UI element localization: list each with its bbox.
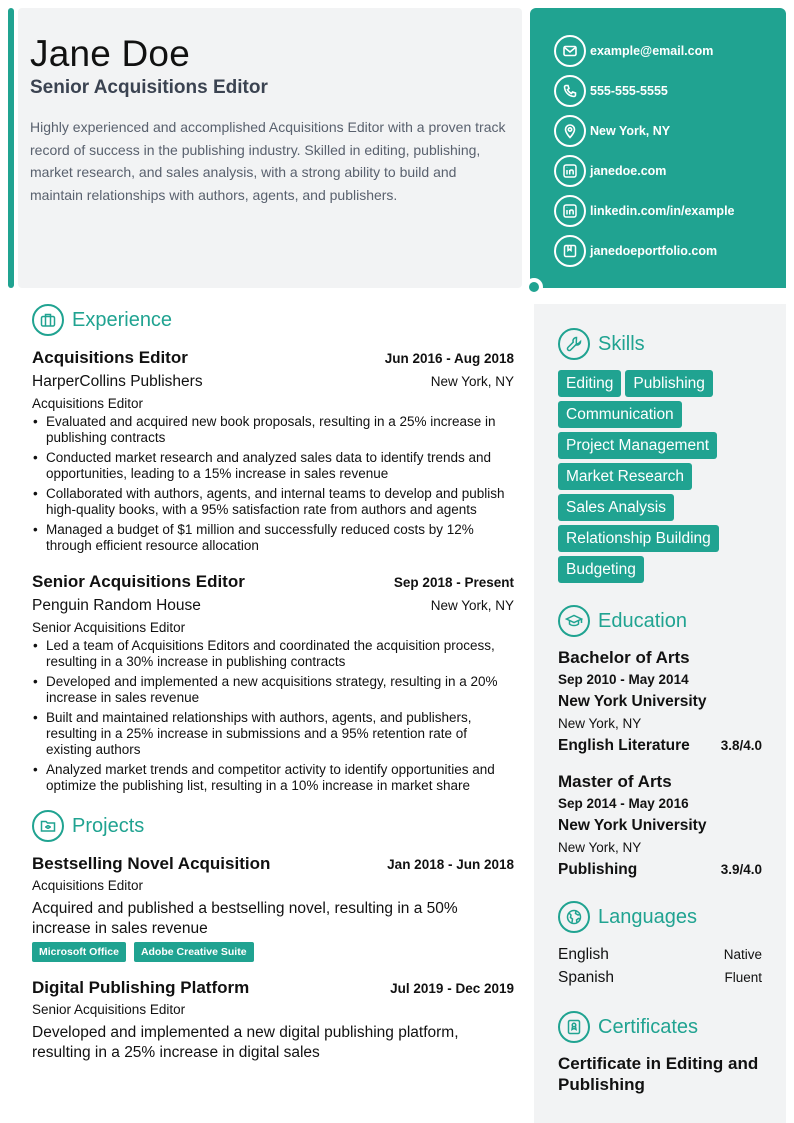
languages-section <box>558 901 762 989</box>
education-section <box>558 605 762 881</box>
skills-section <box>558 328 762 583</box>
project-entry <box>32 852 514 962</box>
language-level: Native <box>723 947 762 962</box>
education-entry <box>558 771 762 881</box>
edu-school: New York University <box>558 693 707 710</box>
edu-field: English Literature <box>558 737 690 754</box>
main-column <box>32 304 514 1078</box>
contact-phone-text: 555-555-5555 <box>590 84 668 98</box>
contact-linkedin[interactable] <box>554 191 786 231</box>
bullet-item: • Conducted market research and analyzed sales data to identify trends and opportunities, leading to a 15% increase in sales revenue <box>32 450 514 482</box>
wrench-icon <box>558 328 590 360</box>
experience-title: Experience <box>72 308 173 331</box>
bullet-item: • Evaluated and acquired new book proposals, resulting in a 25% increase in publishing contracts <box>32 414 514 446</box>
experience-entry <box>32 570 514 794</box>
education-title: Education <box>598 609 687 632</box>
languages-title: Languages <box>598 905 697 928</box>
bullet-item: • Analyzed market trends and competitor activity to identify opportunities and optimize the publishing list, resulting in a 10% increase in market share <box>32 762 514 794</box>
project-description: Developed and implemented a new digital publishing platform, resulting in a 25% increase in digital sales <box>32 1024 459 1061</box>
header-accent-bar <box>8 8 14 288</box>
edu-gpa: 3.9/4.0 <box>720 862 762 877</box>
bullet-item: • Built and maintained relationships with authors, agents, and publishers, resulting in a 25% increase in submissions and a 95% retention rate of existing authors <box>32 710 514 758</box>
candidate-title: Senior Acquisitions Editor <box>30 77 268 98</box>
project-date: Jan 2018 - Jun 2018 <box>387 857 514 872</box>
job-bullets <box>32 414 514 554</box>
linkedin-icon <box>554 155 586 187</box>
portfolio-icon <box>554 235 586 267</box>
bullet-item: • Developed and implemented a new acquisitions strategy, resulting in a 20% increase in sales revenue <box>32 674 514 706</box>
certificate-item: Certificate in Editing and Publishing <box>558 1054 759 1094</box>
bullet-item: • Collaborated with authors, agents, and internal teams to develop and publish high-quality books, with a 95% satisfaction rate from authors and agents <box>32 486 514 518</box>
bullet-item: • Led a team of Acquisitions Editors and coordinated the acquisition process, resulting in a 30% increase in publishing contracts <box>32 638 514 670</box>
certificate-icon <box>558 1011 590 1043</box>
language-level: Fluent <box>724 970 762 985</box>
skill-badge: Sales Analysis <box>558 494 674 521</box>
skill-badge: Market Research <box>558 463 692 490</box>
contact-email-text: example@email.com <box>590 44 714 58</box>
skill-badge: Communication <box>558 401 682 428</box>
summary: Highly experienced and accomplished Acquisitions Editor with a proven track record of success in the publishing industry. Skilled in editing, publishing, market research, and sales analysis, with a strong ability to build and maintain relationships with authors, agents, and publishers. <box>30 119 506 203</box>
job-date: Jun 2016 - Aug 2018 <box>384 351 514 366</box>
projects-title: Projects <box>72 814 145 837</box>
edu-gpa: 3.8/4.0 <box>720 738 762 753</box>
contact-email[interactable] <box>554 31 786 71</box>
education-heading <box>558 605 762 637</box>
contact-portfolio-text: janedoeportfolio.com <box>590 244 718 258</box>
job-date: Sep 2018 - Present <box>393 575 514 590</box>
contact-location <box>554 111 786 151</box>
graduation-cap-icon <box>558 605 590 637</box>
job-company: Penguin Random House <box>32 597 201 614</box>
skill-badge: Editing <box>558 370 621 397</box>
project-role: Acquisitions Editor <box>32 878 144 893</box>
project-tags <box>32 942 514 962</box>
skill-badge: Budgeting <box>558 556 644 583</box>
contact-linkedin-text: linkedin.com/in/example <box>590 204 735 218</box>
job-location: New York, NY <box>430 374 514 389</box>
projects-heading <box>32 810 514 842</box>
experience-heading <box>32 304 514 336</box>
contact-location-text: New York, NY <box>590 124 671 138</box>
languages-heading <box>558 901 762 933</box>
contact-website[interactable] <box>554 151 786 191</box>
job-role: Acquisitions Editor <box>32 396 144 411</box>
skills-title: Skills <box>598 332 645 355</box>
header <box>18 8 522 288</box>
edu-school: New York University <box>558 817 707 834</box>
edu-location: New York, NY <box>558 840 642 855</box>
skill-badge: Relationship Building <box>558 525 719 552</box>
contact-panel <box>530 8 786 288</box>
project-description: Acquired and published a bestselling novel, resulting in a 50% increase in sales revenue <box>32 900 458 937</box>
job-title: Acquisitions Editor <box>32 348 188 367</box>
project-title: Bestselling Novel Acquisition <box>32 854 271 873</box>
linkedin-icon <box>554 195 586 227</box>
project-tag: Adobe Creative Suite <box>134 942 254 962</box>
experience-entry <box>32 346 514 554</box>
edu-date: Sep 2010 - May 2014 <box>558 672 689 687</box>
location-icon <box>554 115 586 147</box>
contact-website-text: janedoe.com <box>590 164 667 178</box>
language-row <box>558 943 762 966</box>
email-icon <box>554 35 586 67</box>
skill-badge: Project Management <box>558 432 717 459</box>
edu-degree: Bachelor of Arts <box>558 648 690 667</box>
job-role: Senior Acquisitions Editor <box>32 620 186 635</box>
folder-icon <box>32 810 64 842</box>
project-role: Senior Acquisitions Editor <box>32 1002 186 1017</box>
contact-portfolio[interactable] <box>554 231 786 271</box>
edu-date: Sep 2014 - May 2016 <box>558 796 689 811</box>
skills-heading <box>558 328 762 360</box>
language-name: Spanish <box>558 969 615 986</box>
candidate-name: Jane Doe <box>30 33 190 74</box>
job-title: Senior Acquisitions Editor <box>32 572 245 591</box>
language-row <box>558 966 762 989</box>
edu-location: New York, NY <box>558 716 642 731</box>
job-location: New York, NY <box>430 598 514 613</box>
education-entry <box>558 647 762 757</box>
contact-phone[interactable] <box>554 71 786 111</box>
phone-icon <box>554 75 586 107</box>
globe-icon <box>558 901 590 933</box>
bullet-item: • Managed a budget of $1 million and successfully reduced costs by 12% through efficient resource allocation <box>32 522 514 554</box>
timeline-dot <box>525 278 543 296</box>
project-title: Digital Publishing Platform <box>32 978 250 997</box>
edu-degree: Master of Arts <box>558 772 672 791</box>
project-date: Jul 2019 - Dec 2019 <box>390 981 514 996</box>
project-tag: Microsoft Office <box>32 942 126 962</box>
edu-field: Publishing <box>558 861 638 878</box>
certificates-title: Certificates <box>598 1015 699 1038</box>
project-entry <box>32 976 514 1062</box>
skills-list <box>558 370 748 583</box>
briefcase-icon <box>32 304 64 336</box>
job-bullets <box>32 638 514 794</box>
certificates-section <box>558 1011 762 1095</box>
certificates-heading <box>558 1011 762 1043</box>
sidebar <box>534 304 786 1123</box>
skill-badge: Publishing <box>625 370 713 397</box>
job-company: HarperCollins Publishers <box>32 373 203 390</box>
language-name: English <box>558 946 609 963</box>
